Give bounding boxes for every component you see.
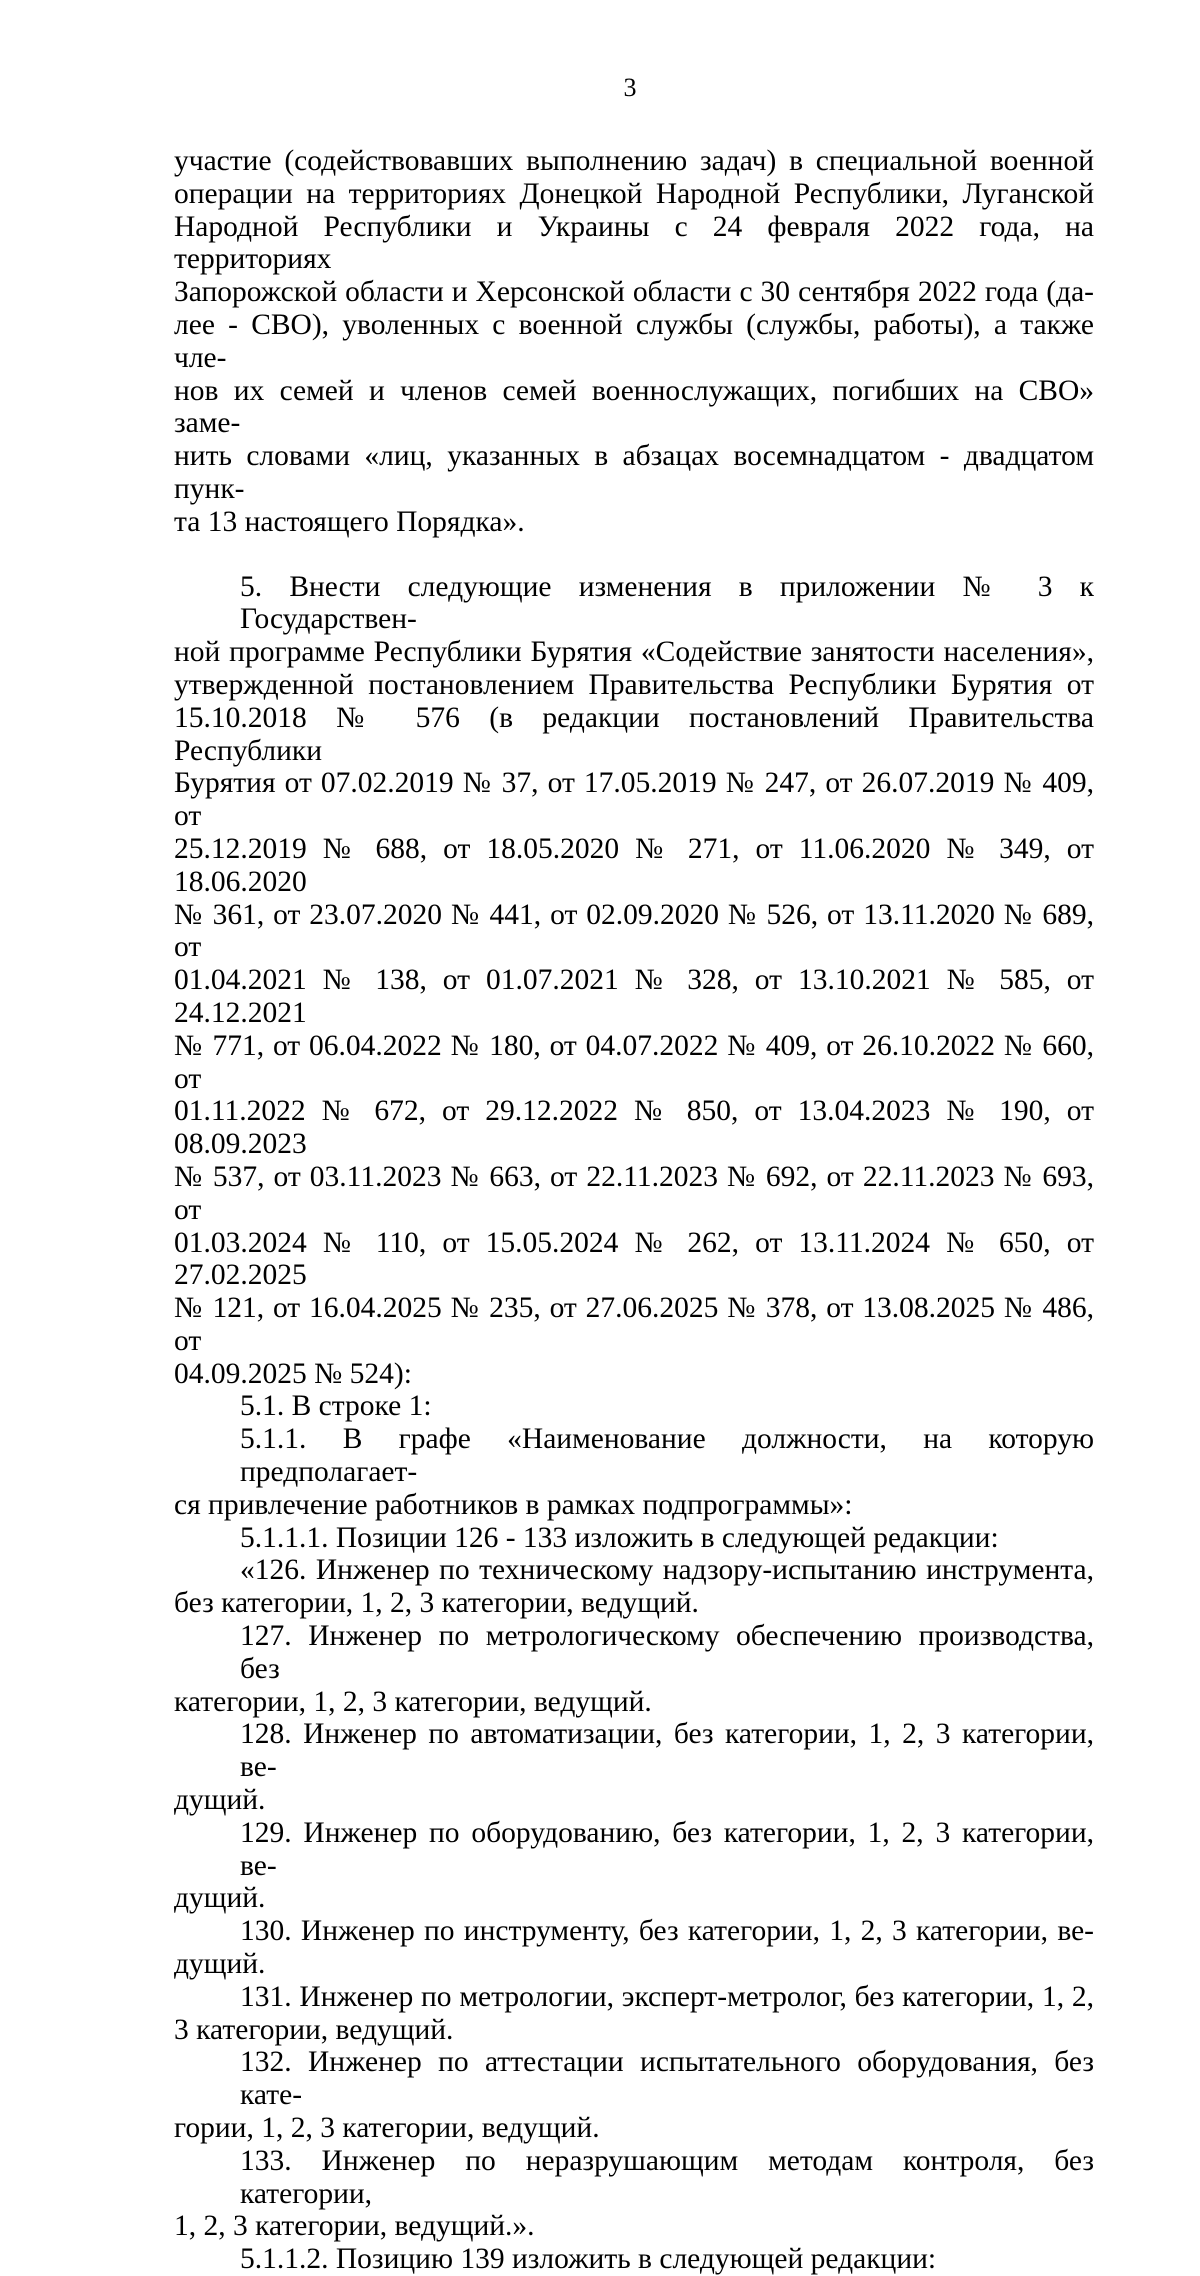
text-line: нов их семей и членов семей военнослужащих, погибших на СВО» заме- xyxy=(174,374,1094,440)
text-line: 01.11.2022 № 672, от 29.12.2022 № 850, от 13.04.2023 № 190, от 08.09.2023 xyxy=(174,1095,1094,1161)
text-line: Запорожской области и Херсонской области с 30 сентября 2022 года (да- xyxy=(174,276,1094,309)
document-body xyxy=(174,145,1094,2276)
text-line: та 13 настоящего Порядка». xyxy=(174,505,525,538)
paragraph-spacer xyxy=(174,539,1094,571)
text-line: 01.04.2021 № 138, от 01.07.2021 № 328, от 13.10.2021 № 585, от 24.12.2021 xyxy=(174,964,1094,1029)
position-130 xyxy=(174,1915,1094,1981)
text-line: 5. Внести следующие изменения в приложении № 3 к Государствен- xyxy=(240,570,1094,636)
text-line: без категории, 1, 2, 3 категории, ведущий. xyxy=(174,1587,699,1620)
position-132 xyxy=(174,2046,1094,2144)
text-line: 15.10.2018 № 576 (в редакции постановлений Правительства Республики xyxy=(174,701,1094,767)
text-line: 04.09.2025 № 524): xyxy=(174,1357,412,1390)
text-line: утвержденной постановлением Правительства Республики Бурятия от xyxy=(174,668,1094,701)
text-line: 127. Инженер по метрологическому обеспечению производства, без xyxy=(240,1620,1094,1685)
text-line: 3 категории, ведущий. xyxy=(174,2013,454,2046)
position-126 xyxy=(174,1554,1094,1620)
text-line: 01.03.2024 № 110, от 15.05.2024 № 262, от 13.11.2024 № 650, от 27.02.2025 xyxy=(174,1226,1094,1292)
text-line: № 121, от 16.04.2025 № 235, от 27.06.2025 № 378, от 13.08.2025 № 486, от xyxy=(174,1292,1094,1357)
text-line: № 537, от 03.11.2023 № 663, от 22.11.2023 № 692, от 22.11.2023 № 693, от xyxy=(174,1160,1094,1226)
item-5-1-1-2: 5.1.1.2. Позицию 139 изложить в следующей редакции: xyxy=(240,2243,937,2276)
text-line: 129. Инженер по оборудованию, без категории, 1, 2, 3 категории, ве- xyxy=(240,1816,1094,1882)
text-line: дущий. xyxy=(174,1948,266,1981)
text-line: 130. Инженер по инструменту, без категории, 1, 2, 3 категории, ве- xyxy=(240,1915,1094,1948)
text-line: дущий. xyxy=(174,1882,266,1915)
text-line: операции на территориях Донецкой Народной Республики, Луганской xyxy=(174,177,1094,210)
text-line: категории, 1, 2, 3 категории, ведущий. xyxy=(174,1685,652,1718)
page-number: 3 xyxy=(623,73,637,102)
text-line: ной программе Республики Бурятия «Содействие занятости населения», xyxy=(174,636,1094,669)
text-line: ся привлечение работников в рамках подпрограммы»: xyxy=(174,1488,853,1521)
item-5-1: 5.1. В строке 1: xyxy=(240,1390,432,1423)
text-line: № 361, от 23.07.2020 № 441, от 02.09.2020 № 526, от 13.11.2020 № 689, от xyxy=(174,898,1094,964)
text-line: гории, 1, 2, 3 категории, ведущий. xyxy=(174,2112,600,2145)
item-5-1-1-1: 5.1.1.1. Позиции 126 - 133 изложить в следующей редакции: xyxy=(240,1521,999,1554)
text-line: Бурятия от 07.02.2019 № 37, от 17.05.2019 № 247, от 26.07.2019 № 409, от xyxy=(174,767,1094,833)
position-129 xyxy=(174,1817,1094,1915)
position-128 xyxy=(174,1718,1094,1816)
text-line: 1, 2, 3 категории, ведущий.». xyxy=(174,2210,535,2243)
item-5-1-1 xyxy=(174,1423,1094,1521)
paragraph-continuation xyxy=(174,145,1094,539)
text-line: № 771, от 06.04.2022 № 180, от 04.07.2022 № 409, от 26.10.2022 № 660, от xyxy=(174,1029,1094,1095)
text-line: 25.12.2019 № 688, от 18.05.2020 № 271, от 11.06.2020 № 349, от 18.06.2020 xyxy=(174,832,1094,898)
text-line: 128. Инженер по автоматизации, без категории, 1, 2, 3 категории, ве- xyxy=(240,1718,1094,1784)
text-line: «126. Инженер по техническому надзору-испытанию инструмента, xyxy=(240,1554,1094,1587)
text-line: 131. Инженер по метрологии, эксперт-метролог, без категории, 1, 2, xyxy=(240,1980,1094,2013)
text-line: 5.1.1. В графе «Наименование должности, на которую предполагает- xyxy=(240,1423,1094,1489)
position-133 xyxy=(174,2145,1094,2243)
text-line: участие (содействовавших выполнению задач) в специальной военной xyxy=(174,145,1094,177)
text-line: дущий. xyxy=(174,1784,266,1817)
position-127 xyxy=(174,1620,1094,1718)
text-line: 132. Инженер по аттестации испытательного оборудования, без кате- xyxy=(240,2046,1094,2112)
position-131 xyxy=(174,1981,1094,2047)
text-line: 133. Инженер по неразрушающим методам контроля, без категории, xyxy=(240,2144,1094,2210)
paragraph-item-5 xyxy=(174,571,1094,1391)
text-line: нить словами «лиц, указанных в абзацах восемнадцатом - двадцатом пунк- xyxy=(174,440,1094,505)
text-line: лее - СВО), уволенных с военной службы (службы, работы), а также чле- xyxy=(174,308,1094,374)
text-line: Народной Республики и Украины с 24 февраля 2022 года, на территориях xyxy=(174,210,1094,276)
